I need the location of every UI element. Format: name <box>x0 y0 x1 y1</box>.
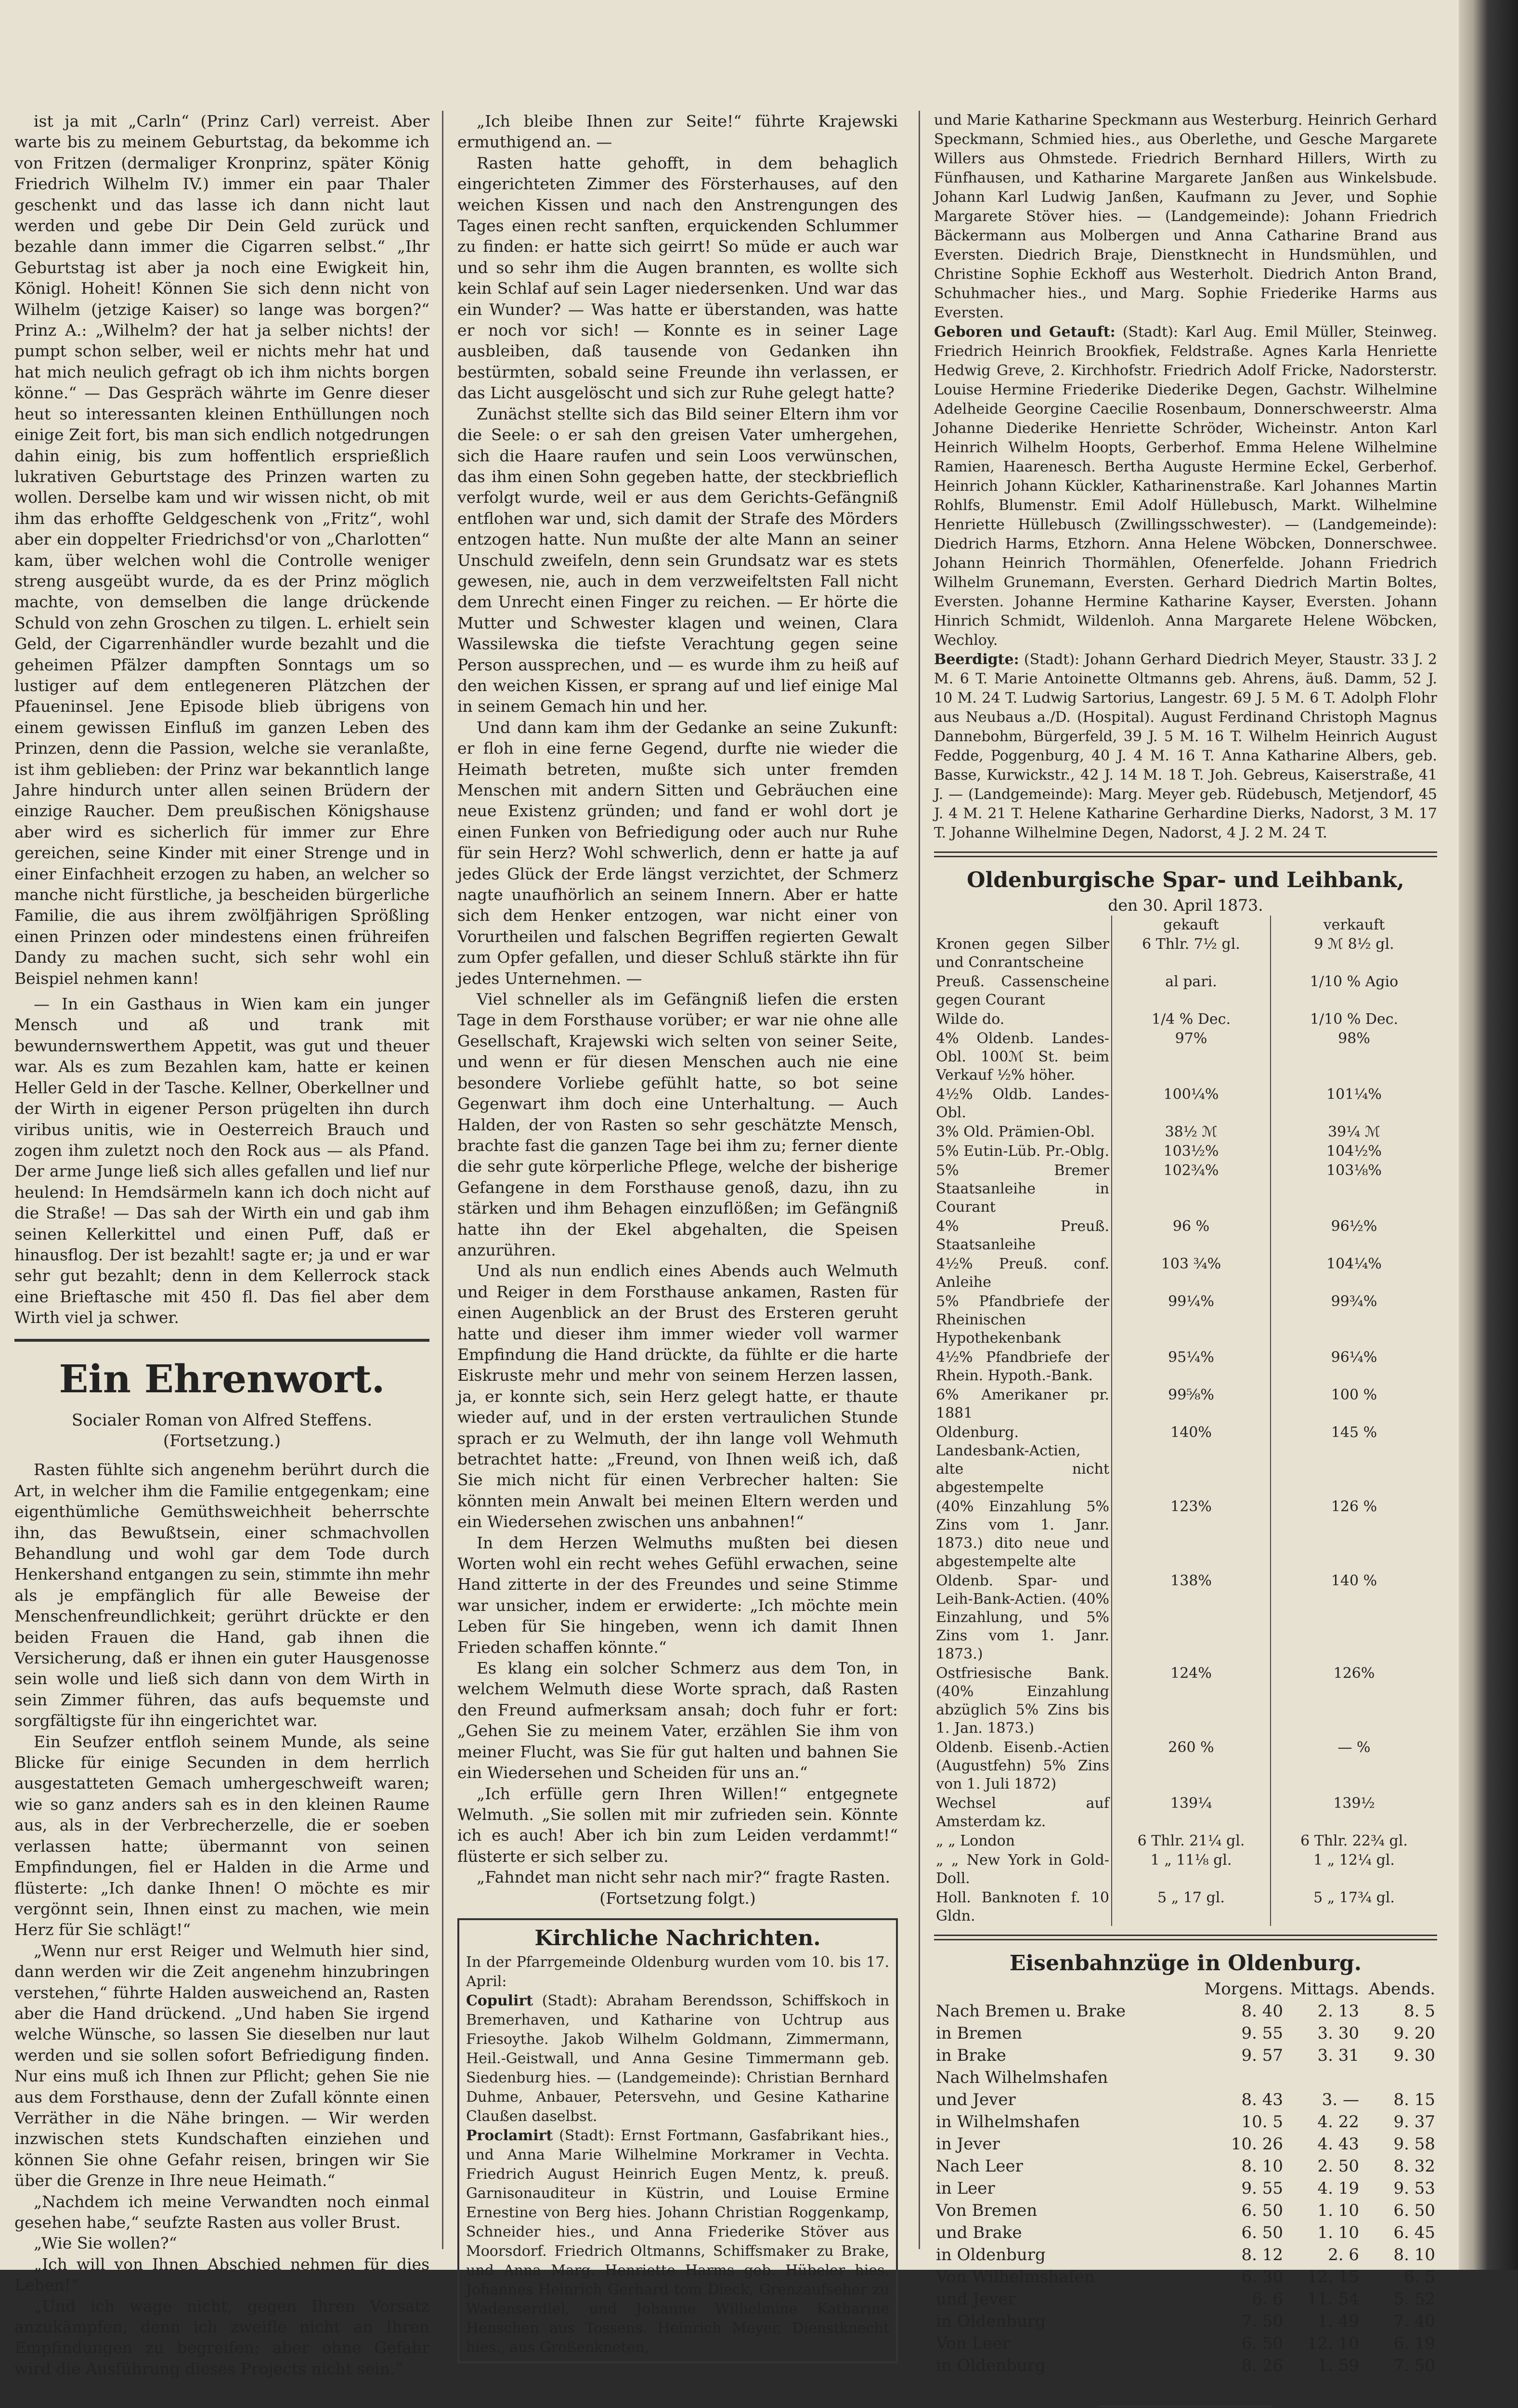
table-cell: 1 „ 12¼ gl. <box>1313 1852 1395 1869</box>
novel-paragraph: „Und ich wage nicht, gegen Ihren Vorsatz anzukämpfen, denn ich zweifle nicht an Ihren Empfindungen zu begreifen; aber ohne Gefahr wird die Ausführung dieses Projects nicht sein.“ <box>14 2296 429 2378</box>
article-prince-anecdote: ist ja mit „Carln“ (Prinz Carl) verreist. Aber warte bis zu meinem Geburtstag, da bekomme ich von Fritzen (dermaliger Kronprinz, später König Friedrich Wilhelm IV.) immer ein paar Thaler geschenkt und das lasse ich dann nicht laut werden und gebe Dir Dein Geld zurück und bezahle dann immer die Cigarren selbst.“ „Ihr Geburtstag ist aber ja noch eine Ewigkeit hin, Königl. Hoheit! Können Sie sich denn nicht von Wilhelm (jetzige Kaiser) so lange was borgen?“ Prinz A.: „Wilhelm? der hat ja selber nichts! der pumpt schon selber, weil er nichts mehr hat und hat mich neulich gefragt ob ich ihm nichts borgen könne.“ — Das Gespräch währte im Genre dieser heut so interessanten kleinen Enthüllungen noch einige Zeit fort, bis man sich endlich notgedrungen dahin einig, bis zum hoffentlich ersprießlich lukrativen Geburtstage des Prinzen warten zu wollen. Derselbe kam und wir wissen nicht, ob mit ihm das erhoffte Geldgeschenk von „Fritz“, wohl aber ein doppelter Friedrichsd'or von „Charlotten“ kam, über welchen wohl die Controlle weniger streng ausgeübt wurde, da es der Prinz möglich machte, von demselben die lange drückende Schuld von zehn Groschen zu tilgen. L. erhielt sein Geld, der Cigarrenhändler wurde bezahlt und die geheimen Pfälzer dampften Sonntags um so lustiger auf dem entlegeneren Plätzchen der Pfaueninsel. Jene Episode blieb übrigens von einem gewissen Einfluß im ganzen Leben des Prinzen, denn die Passion, welche sie veranlaßte, ist ihm geblieben: der Prinz war bekanntlich lange Jahre hindurch unter allen seinen Brüdern der einzige Raucher. Dem preußischen Königshause aber wird es sicherlich für immer zur Ehre gereichen, seine Kinder mit einer Strenge und in einer Einfachheit erzogen zu haben, an welcher so manche nicht fürstliche, ja bescheiden bürgerliche Familie, die aus ihrem zwölfjährigen Sprößling einen Prinzen oder mindestens einen frühreifen Dandy zu machen sucht, sich sehr wohl ein Beispiel nehmen kann! <box>14 112 429 988</box>
table-cell: 140% <box>1112 1423 1271 1497</box>
table-cell: 140 % <box>1331 1572 1377 1590</box>
table-row <box>934 1851 1437 1888</box>
table-cell: 7. 50 <box>1393 2356 1435 2376</box>
table-cell: 9. 20 <box>1393 2024 1435 2043</box>
church-buried <box>934 650 1437 843</box>
table-cell: 6 Thlr. 21¼ gl. <box>1112 1832 1271 1851</box>
table-row <box>934 2310 1437 2332</box>
table-row <box>934 1423 1437 1497</box>
table-cell: in Leer <box>936 2179 995 2199</box>
novel-paragraph: „Wenn nur erst Reiger und Welmuth hier sind, dann werden wir die Zeit angenehm hinzubringen verstehen,“ führte Halden ausweichend an, Rasten aber die Hand drückend. „Und haben Sie irgend welche Wünsche, so lassen Sie dieselben nur laut werden und sie sollen sofort Befriedigung finden. Nur eins muß ich Ihnen zur Pflicht; gehen Sie nie aus dem Forsthause, denn der Zufall könnte einen Verräther in die Nähe bringen. — Wir werden inzwischen stets Kundschaften einziehen und können Sie ohne Gefahr reisen, bringen wir Sie über die Grenze in Ihre neue Heimath.“ <box>14 1941 429 2190</box>
table-header-row <box>934 1978 1437 2000</box>
novel-paragraph: „Fahndet man nicht sehr nach mir?“ fragte Rasten. <box>477 1868 890 1887</box>
church-copulirt <box>466 1991 889 2126</box>
table-row <box>934 2022 1437 2044</box>
table-row <box>934 1217 1437 1255</box>
table-row <box>934 2089 1437 2111</box>
table-row <box>934 1664 1437 1738</box>
table-cell: 5% Pfandbriefe der Rheinischen Hypothekenbank <box>934 1292 1112 1348</box>
bank-title: Oldenburgische Spar- und Leihbank, <box>967 868 1404 892</box>
table-cell: „ „ London <box>934 1832 1112 1851</box>
table-row <box>934 1123 1437 1142</box>
table-cell: 97% <box>1112 1029 1271 1085</box>
table-row <box>934 1794 1437 1832</box>
table-cell: 145 % <box>1331 1424 1377 1441</box>
table-cell: 10. 5 <box>1241 2112 1283 2132</box>
table-row <box>934 2177 1437 2199</box>
table-cell: 6. 50 <box>1241 2334 1283 2354</box>
table-cell: 2. 6 <box>1328 2245 1359 2265</box>
table-cell: 6 Thlr. 22¾ gl. <box>1300 1832 1408 1850</box>
table-cell: Von Wilhelmshafen <box>936 2267 1095 2287</box>
table-cell: 6. 45 <box>1393 2223 1435 2243</box>
table-cell: in Jever <box>936 2134 1000 2154</box>
table-cell: 8. 15 <box>1393 2090 1435 2110</box>
born-label: Geboren und Getauft: <box>934 324 1116 340</box>
table-row <box>934 1161 1437 1217</box>
table-cell: 8. 43 <box>1241 2090 1283 2110</box>
table-cell: 9. 57 <box>1241 2046 1283 2066</box>
table-cell: Nach Leer <box>936 2157 1023 2176</box>
buried-text: (Stadt): Johann Gerhard Diedrich Meyer, Staustr. 33 J. 2 M. 6 T. Marie Antoinette Oltmanns geb. Ahrens, äuß. Damm, 52 J. 10 M. 24 T. Ludwig Sartorius, Langestr. 69 J. 5 M. 6 T. Adolph Flohr aus Neubaus a./D. (Hospital). August Ferdinand Christoph Magnus Dannebohm, Bürgerfeld, 39 J. 5 M. 16 T. Wilhelm Heinrich August Fedde, Poggenburg, 40 J. 4 M. 16 T. Anna Katharine Albers, geb. Basse, Kurwickstr., 42 J. 14 M. 18 T. Joh. Gebreus, Kaiserstraße, 41 J. — (Landgemeinde): Marg. Meyer geb. Rüdebusch, Metjendorf, 45 J. 4 M. 21 T. Helene Katharine Gerhardine Dierks, Nadorst, 3 M. 17 T. Johanne Wilhelmine Degen, Nadorst, 4 J. 2 M. 24 T. <box>934 651 1437 841</box>
table-row <box>934 2111 1437 2133</box>
bank-date: den 30. April 1873. <box>1108 896 1263 915</box>
table-cell: 10. 26 <box>1231 2134 1283 2154</box>
table-cell: 5% Eutin-Lüb. Pr.-Oblg. <box>934 1142 1112 1161</box>
table-cell: 123% <box>1112 1497 1271 1571</box>
table-cell: 6. 19 <box>1393 2334 1435 2354</box>
table-row <box>934 1888 1437 1926</box>
table-row <box>934 972 1437 1010</box>
table-cell: 1. 49 <box>1317 2312 1359 2331</box>
column-left <box>14 111 429 2379</box>
table-cell: 9. 58 <box>1393 2134 1435 2154</box>
table-cell: 9. 55 <box>1241 2179 1283 2199</box>
table-cell: 102¾% <box>1112 1161 1271 1217</box>
novel-title: Ein Ehrenwort. <box>59 1356 385 1401</box>
table-cell: Nach Bremen u. Brake <box>936 2002 1126 2021</box>
table-cell: und Jever <box>936 2290 1016 2309</box>
table-cell: 2. 13 <box>1317 2002 1359 2021</box>
table-cell: 5 „ 17¾ gl. <box>1313 1889 1395 1907</box>
table-row <box>934 2332 1437 2355</box>
table-cell: 8. 10 <box>1241 2157 1283 2176</box>
table-cell: 9. 55 <box>1241 2024 1283 2043</box>
column-header-midday: Mittags. <box>1290 1979 1359 1999</box>
table-cell: 98% <box>1338 1030 1370 1047</box>
table-cell: Oldenburg. Landesbank-Actien, alte nicht abgestempelte <box>934 1423 1112 1497</box>
column-header-evening: Abends. <box>1368 1979 1435 1999</box>
table-cell: Von Leer <box>936 2334 1010 2354</box>
table-cell: 5. 52 <box>1393 2290 1435 2309</box>
table-cell: 3. — <box>1322 2090 1359 2110</box>
church-continuation: und Marie Katharine Speckmann aus Westerburg. Heinrich Gerhard Speckmann, Schmied hies., aus Oberlethe, und Gesche Margarete Willers aus Ohmstede. Friedrich Bernhard Hillers, Wirth zu Fünfhausen, und Katharine Margarete Janßen aus Winkelsbude. Johann Karl Ludwig Janßen, Kaufmann zu Jever, und Sophie Margarete Stöver hies. — (Landgemeinde): Johann Friedrich Bäckermann aus Molbergen und Anna Catharine Brand aus Eversten. Diedrich Braje, Dienstknecht in Hundsmühlen, und Christine Sophie Eckhoff aus Westerholt. Diedrich Anton Brand, Schuhmacher hies., und Marg. Sophie Friederike Harms aus Eversten. <box>934 112 1437 321</box>
table-cell: 99¾% <box>1331 1293 1377 1310</box>
column-header-bought: gekauft <box>1112 916 1271 935</box>
section-divider <box>934 851 1437 857</box>
table-cell: 12. 15 <box>1307 2267 1359 2287</box>
train-schedule-rows <box>934 2000 1437 2377</box>
exchange-rate-table <box>934 916 1437 1926</box>
table-cell: 4. 43 <box>1317 2134 1359 2154</box>
column-header-morning: Morgens. <box>1204 1979 1283 1999</box>
table-header-row <box>934 916 1437 935</box>
table-cell: 104¼% <box>1326 1256 1382 1273</box>
table-cell: — % <box>1337 1739 1371 1756</box>
table-cell: 4½% Oldb. Landes-Obl. <box>934 1085 1112 1123</box>
table-cell: Nach Wilhelmshafen <box>936 2068 1108 2088</box>
table-cell: 6. 5 <box>1404 2267 1435 2287</box>
novel-paragraph: Rasten fühlte sich angenehm berührt durch die Art, in welcher ihm die Familie entgegenkam; eine eigenthümliche Gemüthsweichheit beherrschte ihn, das Bewußtsein, einer schmachvollen Behandlung und wohl gar dem Tode durch Henkershand entgangen zu sein, stimmte ihn mehr als je empfänglich für alle Beweise der Menschenfreundlichkeit; gerührt drückte er den beiden Frauen die Hand, gab ihnen die Versicherung, daß er ihnen ein guter Hausgenosse sein wolle und ließ sich dann von dem Wirth in sein Zimmer führen, das aufs bequemste und sorgfältigste für ihn eingerichtet war. <box>14 1460 429 1730</box>
novel-paragraph: Und dann kam ihm der Gedanke an seine Zukunft: er floh in eine ferne Gegend, durfte nie wieder die Heimath betreten, mußte sich unter fremden Menschen mit andern Sitten und Gebräuchen eine neue Existenz gründen; und fand er wohl dort je einen Funken von Befriedigung oder auch nur Ruhe für sein Herz? Wohl schwerlich, denn er hatte ja auf jedes Glück der Erde längst verzichtet, der Schmerz nagte unaufhörlich an seinem Innern. Aber er hatte sich dem Henker entzogen, war nicht einer von Vorurtheilen und falschen Begriffen regierten Gewalt zum Opfer gefallen, und dieser Schluß stärkte ihn für jedes Unternehmen. — <box>457 718 898 988</box>
table-cell: 6. 50 <box>1241 2201 1283 2221</box>
table-row <box>934 2199 1437 2222</box>
table-row <box>934 1142 1437 1161</box>
table-cell: 4½% Pfandbriefe der Rhein. Hypoth.-Bank. <box>934 1348 1112 1386</box>
table-cell: 124% <box>1112 1664 1271 1738</box>
table-cell <box>1285 2067 1361 2089</box>
table-cell: 139¼ <box>1112 1794 1271 1832</box>
exchange-rate-rows <box>934 935 1437 1926</box>
table-cell: 104½% <box>1326 1143 1382 1160</box>
table-cell: 5% Bremer Staatsanleihe in Courant <box>934 1161 1112 1217</box>
table-cell: 99¼% <box>1112 1292 1271 1348</box>
table-row <box>934 2067 1437 2089</box>
novel-paragraph: „Ich erfülle gern Ihren Willen!“ entgegnete Welmuth. „Sie sollen mit mir zufrieden sein. Könnte ich es auch! Aber ich bin zum Leiden verdammt!“ flüsterte er sich selber zu. <box>457 1784 898 1866</box>
novel-paragraph: Und als nun endlich eines Abends auch Welmuth und Reiger in dem Forsthause ankamen, Rasten für einen Augenblick an der Brust des Ersteren geruht hatte und dieser ihm immer wieder voll warmer Empfindung die Hand drückte, da fühlte er die harte Eiskruste mehr und mehr von seinem Herzen lassen, ja, er konnte sich, sein Herz gelegt hatte, er thaute wieder auf, und in der ersten vertraulichen Stunde sprach er zu Welmuth, der ihn lange voll Wehmuth betrachtet hatte: „Freund, von Ihnen weiß ich, daß Sie mich nicht für einen Verbrecher halten: Sie könnten mein Anwalt bei meinen Eltern werden und ein Wiedersehen zwischen uns anbahnen!“ <box>457 1261 898 1531</box>
table-cell: 8. 10 <box>1393 2245 1435 2265</box>
table-row <box>934 2266 1437 2288</box>
table-cell: 11. 54 <box>1307 2290 1359 2309</box>
table-row <box>934 2000 1437 2022</box>
table-cell: 96 % <box>1112 1217 1271 1255</box>
table-cell <box>1202 2067 1285 2089</box>
table-cell: 5 „ 17 gl. <box>1112 1888 1271 1926</box>
table-cell: 39¼ ℳ <box>1328 1124 1380 1141</box>
train-schedule-table <box>934 1978 1437 2377</box>
table-cell: in Oldenburg <box>936 2245 1046 2265</box>
column-right <box>934 111 1437 2408</box>
novel-paragraph: „Nachdem ich meine Verwandten noch einmal gesehen habe,“ seufzte Rasten aus voller Brust. <box>14 2192 429 2232</box>
table-cell: 101¼% <box>1326 1086 1382 1103</box>
table-cell: 1/4 % Dec. <box>1112 1010 1271 1029</box>
table-cell: Holl. Banknoten f. 10 Gldn. <box>934 1888 1112 1926</box>
column-middle <box>457 111 898 2363</box>
table-cell: 8. 40 <box>1241 2002 1283 2021</box>
table-row <box>934 2244 1437 2266</box>
table-cell: 7. 50 <box>1241 2312 1283 2331</box>
table-cell: Ostfriesische Bank. (40% Einzahlung abzüglich 5% Zins bis 1. Jan. 1873.) <box>934 1664 1112 1738</box>
table-cell: 99⅝% <box>1112 1386 1271 1423</box>
table-cell: 6. 6 <box>1252 2290 1283 2309</box>
table-row <box>934 1029 1437 1085</box>
novel-paragraph: „Wie Sie wollen?“ <box>34 2234 177 2253</box>
table-row <box>934 1010 1437 1029</box>
table-cell: 8. 5 <box>1404 2002 1435 2021</box>
article-vienna-inn: — In ein Gasthaus in Wien kam ein junger Mensch und aß und trank mit bewundernswerthem Appetit, was gut und theuer war. Als es zum Bezahlen kam, hatte er keinen Heller Geld in der Tasche. Kellner, Oberkellner und der Wirth in eigener Person prügelten ihn durch viribus unitis, wie in Oesterreich Brauch und zogen ihm zuletzt noch den Rock aus — als Pfand. Der arme Junge ließ sich alles gefallen und lief nur heulend: In Hemdsärmeln kann ich doch nicht auf die Straße! — Das sah der Wirth ein und gab ihm seinen Kellerkittel und einen Puff, daß er hinausflog. Der ist bezahlt! sagte er; ja und er war sehr gut bezahlt; denn in dem Kellerrock stack eine Brieftasche mit 450 fl. Das fiel aber dem Wirth viel ja schwer. <box>14 995 429 1327</box>
novel-paragraph: „Ich will von Ihnen Abschied nehmen für dies Leben!“ <box>14 2254 429 2295</box>
table-cell: Wechsel auf Amsterdam kz. <box>934 1794 1112 1832</box>
table-cell: 7. 40 <box>1393 2312 1435 2331</box>
table-row <box>934 1738 1437 1794</box>
table-row <box>934 1255 1437 1292</box>
table-cell: 4. 22 <box>1317 2112 1359 2132</box>
table-cell: 1 „ 11⅛ gl. <box>1112 1851 1271 1888</box>
table-cell: 6. 50 <box>1241 2223 1283 2243</box>
table-cell: 1. 59 <box>1317 2356 1359 2376</box>
table-cell: und Brake <box>936 2223 1022 2243</box>
table-cell: 6 Thlr. 7½ gl. <box>1112 935 1271 972</box>
table-row <box>934 2222 1437 2244</box>
section-divider <box>934 1935 1437 1940</box>
table-cell: 9. 53 <box>1393 2179 1435 2199</box>
table-cell: in Brake <box>936 2046 1006 2066</box>
closing-rule <box>934 2391 1437 2408</box>
table-cell: 103 ¾% <box>1112 1255 1271 1292</box>
table-cell: 9 ℳ 8½ gl. <box>1314 936 1394 953</box>
table-cell: 1. 10 <box>1317 2201 1359 2221</box>
table-row <box>934 2133 1437 2155</box>
table-cell: 126 % <box>1331 1498 1377 1516</box>
table-row <box>934 2044 1437 2067</box>
table-cell: 96½% <box>1331 1218 1377 1235</box>
table-cell: in Bremen <box>936 2024 1023 2043</box>
table-cell: 1/10 % Dec. <box>1310 1011 1399 1028</box>
table-cell: 8. 32 <box>1393 2157 1435 2176</box>
table-cell: 103⅛% <box>1326 1162 1382 1179</box>
table-cell: in Oldenburg <box>936 2356 1046 2376</box>
table-row <box>934 1085 1437 1123</box>
table-cell: Oldenb. Eisenb.-Actien (Augustfehn) 5% Zins von 1. Juli 1872) <box>934 1738 1112 1794</box>
table-row <box>934 935 1437 972</box>
table-row <box>934 2155 1437 2177</box>
table-cell: in Oldenburg <box>936 2312 1046 2331</box>
novel-author: Socialer Roman von Alfred Steffens. <box>71 1410 373 1430</box>
table-row <box>934 1292 1437 1348</box>
novel-paragraph: In dem Herzen Welmuths mußten bei diesen Worten wohl ein recht wehes Gefühl erwachen, seine Hand zitterte in der des Freundes und seine Stimme war unsicher, indem er erwiderte: „Ich möchte mein Leben für Sie hingeben, wenn ich damit Ihnen Frieden schaffen könnte.“ <box>457 1533 898 1657</box>
novel-paragraph: Zunächst stellte sich das Bild seiner Eltern ihm vor die Seele: o er sah den greisen Vater umhergehen, sich die Haare raufen und sein Loos verwünschen, das ihm einen Sohn gegeben hatte, der steckbrieflich verfolgt wurde, weil er aus dem Gerichts-Gefängniß entflohen war und, sich damit der Strafe des Mörders entzogen hatte. Nun mußte der alte Mann an seiner Unschuld zweifeln, denn sein Grundsatz war es stets gewesen, nie, auch in dem verzweifeltsten Fall nicht dem Unrecht einen Finger zu reichen. — Er hörte die Mutter und Schwester klagen und weinen, Clara Wassilewska die tiefste Verachtung gegen seine Person aussprechen, und — es wurde ihm zu heiß auf den weichen Kissen, er sprang auf und lief einige Mal in seinem Gemach hin und her. <box>457 404 898 716</box>
table-cell: 3. 31 <box>1317 2046 1359 2066</box>
church-news-title: Kirchliche Nachrichten. <box>534 1925 821 1950</box>
table-row <box>934 1386 1437 1423</box>
table-row <box>934 2288 1437 2310</box>
table-cell: 1/10 % Agio <box>1310 973 1399 991</box>
table-row <box>934 1348 1437 1386</box>
table-cell: 9. 30 <box>1393 2046 1435 2066</box>
table-row <box>934 1497 1437 1571</box>
table-cell: 96¼% <box>1331 1349 1377 1366</box>
table-cell: 38½ ℳ <box>1112 1123 1271 1142</box>
table-row <box>934 1571 1437 1664</box>
page-binding-edge <box>1459 0 1518 2270</box>
novel-paragraph: Ein Seufzer entfloh seinem Munde, als seine Blicke für einige Secunden in dem herrlich ausgestatteten Gemach umhergeschweift waren; wie so ganz anders sah es in den kleinen Raume aus, als in der Verbrecherzelle, die er soeben verlassen hatte; übermannt von seinen Empfindungen, fiel er Halden in die Arme und flüsterte: „Ich danke Ihnen! O möchte es mir vergönnt sein, Ihnen einst zu machen, wie mein Herz für Sie schlägt!“ <box>14 1732 429 1939</box>
table-cell: 4% Preuß. Staatsanleihe <box>934 1217 1112 1255</box>
table-cell: 4½% Preuß. conf. Anleihe <box>934 1255 1112 1292</box>
to-be-continued: (Fortsetzung folgt.) <box>599 1888 756 1908</box>
table-cell: und Jever <box>936 2090 1016 2110</box>
table-cell: 138% <box>1112 1571 1271 1664</box>
table-cell: 260 % <box>1112 1738 1271 1794</box>
table-cell: 139½ <box>1333 1795 1375 1812</box>
table-cell: 8. 12 <box>1241 2245 1283 2265</box>
table-cell: Wilde do. <box>934 1010 1112 1029</box>
table-cell: 6. 30 <box>1241 2267 1283 2287</box>
church-proclamirt <box>466 2126 889 2357</box>
table-cell: 1. 10 <box>1317 2223 1359 2243</box>
table-cell: 103½% <box>1112 1142 1271 1161</box>
copulirt-text: (Stadt): Abraham Berendsson, Schiffskoch in Bremerhaven, und Katharine von Uchtrup aus Friesoythe. Jakob Wilhelm Goldmann, Zimmermann, Heil.-Geistwall, und Anna Gesine Timmermann geb. Siedenburg hies. — (Landgemeinde): Christian Bernhard Duhme, Anbauer, Petersvehn, und Gesine Katharine Claußen daselbst. <box>466 1992 889 2125</box>
section-divider <box>14 1339 429 1342</box>
born-text: (Stadt): Karl Aug. Emil Müller, Steinweg. Friedrich Heinrich Brookfiek, Feldstraße. Agnes Karla Henriette Hedwig Greve, 2. Kirchhofstr. Friedrich Adolf Fricke, Nadorsterstr. Louise Hermine Friederike Diederike Degen, Gachstr. Wilhelmine Adelheide Georgine Caecilie Rosenbaum, Donnerschweerstr. Alma Johanne Diederike Henriette Schröder, Wicheinstr. Anton Karl Heinrich Wilhelm Hoopts, Gerberhof. Emma Helene Wilhelmine Ramien, Haarenesch. Bertha Auguste Hermine Eckel, Gerberhof. Heinrich Johann Kückler, Katharinenstraße. Karl Johannes Martin Rohlfs, Blumenstr. Emil Adolf Hüllebusch, Markt. Wilhelmine Henriette Hüllebusch (Zwillingsschwester). — (Landgemeinde): Diedrich Harms, Etzhorn. Anna Helene Wöbcken, Donnerschwee. Johann Heinrich Thormählen, Ofenerfelde. Johann Friedrich Wilhelm Grunemann, Eversten. Gerhard Diedrich Martin Boltes, Eversten. Johanne Hermine Katharine Kayser, Eversten. Johann Hinrich Schmidt, Wildenloh. Anna Margarete Helene Wöbcken, Wechloy. <box>934 324 1437 649</box>
column-rule <box>442 111 443 2249</box>
table-cell: 2. 50 <box>1317 2157 1359 2176</box>
table-cell: 4% Oldenb. Landes-Obl. 100ℳ St. beim Verkauf ½% höher. <box>934 1029 1112 1085</box>
table-cell: Kronen gegen Silber und Conrantscheine <box>934 935 1112 972</box>
column-rule <box>919 111 920 2249</box>
train-schedule-title: Eisenbahnzüge in Oldenburg. <box>1009 1951 1362 1976</box>
table-cell: Oldenb. Spar- und Leih-Bank-Actien. (40% Einzahlung, und 5% Zins vom 1. Janr. 1873.) <box>934 1571 1112 1664</box>
novel-continuation: (Fortsetzung.) <box>163 1431 281 1451</box>
table-cell: 8. 26 <box>1241 2356 1283 2376</box>
table-row <box>934 2355 1437 2377</box>
novel-paragraph: „Ich bleibe Ihnen zur Seite!“ führte Krajewski ermuthigend an. — <box>457 112 898 152</box>
novel-paragraph: Rasten hatte gehofft, in dem behaglich eingerichteten Zimmer des Försterhauses, auf den weichen Kissen und nach den Anstrengungen des Tages einen recht sanften, erquickenden Schlummer zu finden: er hatte sich geirrt! So müde er auch war und so sehr ihm die Augen brannten, es wollte sich kein Schlaf auf sein Lager niedersenken. Und war das ein Wunder? — Was hatte er überstanden, was hatte er noch vor sich! — Konnte es in seiner Lage ausbleiben, daß tausende von Gedanken ihn bestürmten, sobald seine Freunde ihn verlassen, er das Licht ausgelöscht und sich zur Ruhe gelegt hatte? <box>457 153 898 403</box>
buried-label: Beerdigte: <box>934 651 1019 668</box>
church-news-intro: In der Pfarrgemeinde Oldenburg wurden vom 10. bis 17. April: <box>466 1953 889 1990</box>
table-cell: 95¼% <box>1112 1348 1271 1386</box>
church-born <box>934 323 1437 650</box>
table-cell: 100¼% <box>1112 1085 1271 1123</box>
column-header-sold: verkauft <box>1323 916 1385 934</box>
table-cell: 100 % <box>1331 1387 1377 1404</box>
table-cell: 9. 37 <box>1393 2112 1435 2132</box>
church-news-box <box>457 1918 898 2363</box>
table-row <box>934 1832 1437 1851</box>
table-cell: 12. 10 <box>1307 2334 1359 2354</box>
table-cell: 3% Old. Prämien-Obl. <box>934 1123 1112 1142</box>
proclamirt-label: Proclamirt <box>466 2127 553 2144</box>
table-cell: al pari. <box>1112 972 1271 1010</box>
table-cell: 6% Amerikaner pr. 1881 <box>934 1386 1112 1423</box>
novel-paragraph: Viel schneller als im Gefängniß liefen die ersten Tage in dem Forsthause vorüber; er war nie ohne alle Gesellschaft, Krajewski wich selten von seiner Seite, und wenn er für diesen Menschen auch nie eine besondere Vorliebe gefühlt hatte, so bot seine Gegenwart ihm doch eine Unterhaltung. — Auch Halden, der von Rasten so sehr geschätzte Mensch, brachte fast die ganzen Tage bei ihm zu; ferner diente die sehr gute körperliche Pflege, welche der bisherige Gefangene in dem Forsthause genoß, dazu, ihn zu stärken und ihm Behagen einzuflößen; im Gefängniß hatte ihn der Ekel abgehalten, die Speisen anzurühren. <box>457 990 898 1259</box>
copulirt-label: Copulirt <box>466 1992 533 2009</box>
table-cell: 6. 50 <box>1393 2201 1435 2221</box>
table-cell: Preuß. Cassenscheine gegen Courant <box>934 972 1112 1010</box>
table-cell: in Wilhelmshafen <box>936 2112 1080 2132</box>
novel-paragraph: Es klang ein solcher Schmerz aus dem Ton, in welchem Welmuth diese Worte sprach, daß Rasten den Freund aufmerksam ansah; doch fuhr er fort: „Gehen Sie zu meinem Vater, erzählen Sie ihm von meiner Flucht, was Sie für gut halten und bahnen Sie ein Wiedersehen und Scheiden für uns an.“ <box>457 1659 898 1782</box>
table-cell: „ „ New York in Gold-Doll. <box>934 1851 1112 1888</box>
table-cell: (40% Einzahlung 5% Zins vom 1. Janr. 1873.) dito neue und abgestempelte alte <box>934 1497 1112 1571</box>
proclamirt-text: (Stadt): Ernst Fortmann, Gasfabrikant hies., und Anna Marie Wilhelmine Morkramer in Vechta. Friedrich August Heinrich Eugen Mentz, k. preuß. Garnisonauditeur in Küstrin, und Louise Ermine Ernestine von Berg hies. Johann Christian Roggenkamp, Schneider hies., und Anna Friederike Stöver aus Moorsdorf. Friedrich Oltmanns, Schiffsmaker zu Brake, und Anna Marg. Henriette Harms geb. Hübeler hies. Johannes Heinrich Gerhard tom Dieck, Grenzaufseher zu Wadenserdiel, und Johanne Wilhelmine Katharine Henschen aus Tossens. Heinrich Meyer, Dienstknecht hies., aus Großenkneten, <box>466 2127 889 2356</box>
table-cell: 126% <box>1333 1665 1375 1682</box>
table-cell: 3. 30 <box>1317 2024 1359 2043</box>
table-cell <box>1361 2067 1437 2089</box>
table-cell: Von Bremen <box>936 2201 1038 2221</box>
table-cell: 4. 19 <box>1317 2179 1359 2199</box>
